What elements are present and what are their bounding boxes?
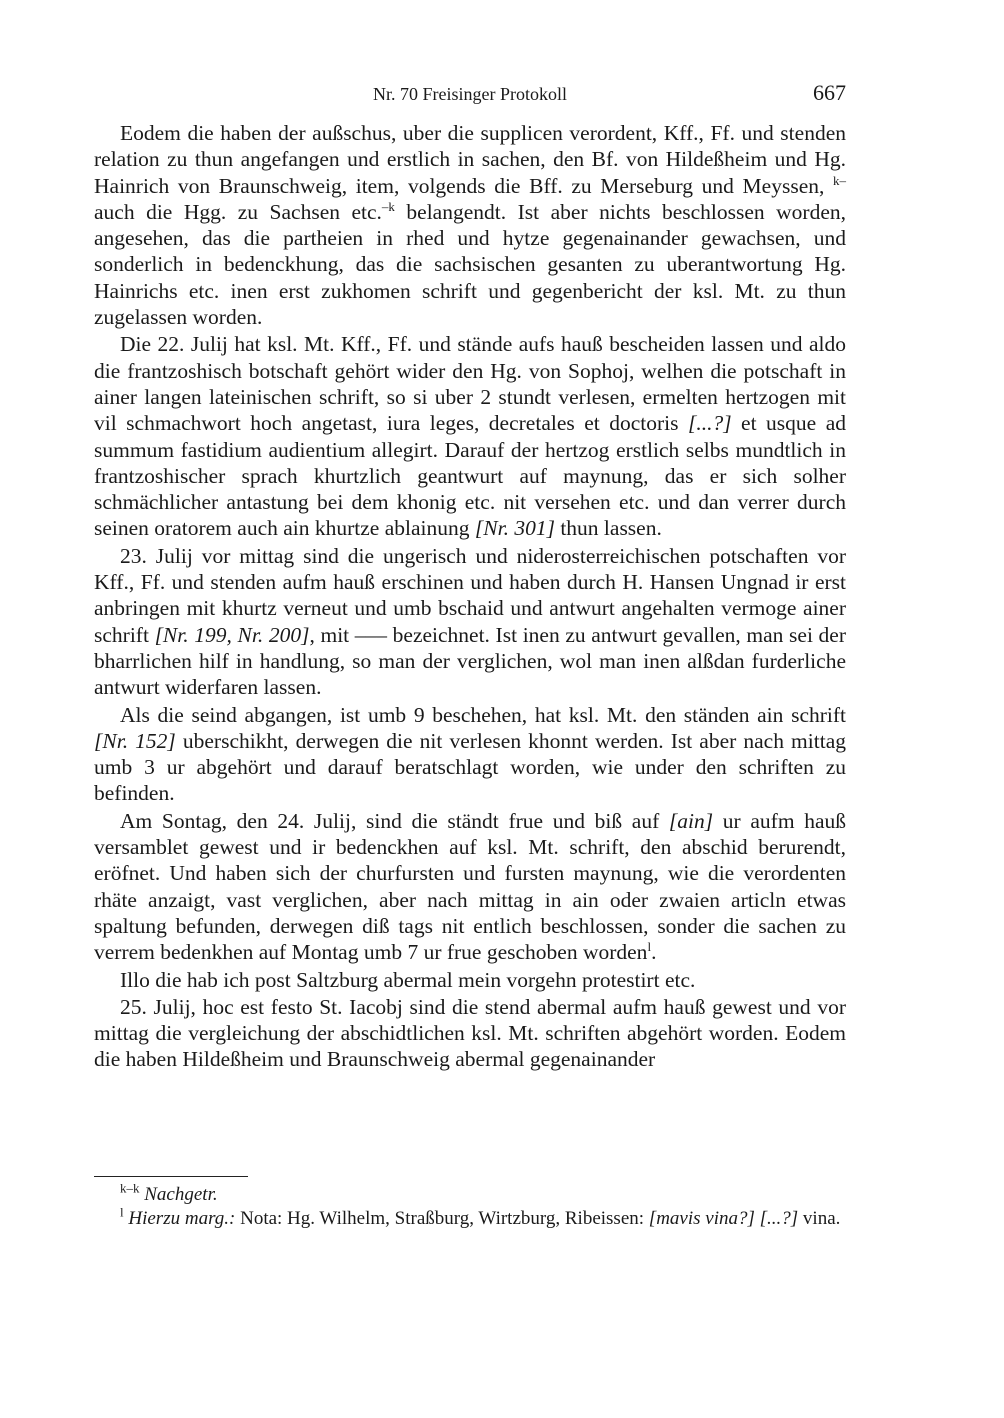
paragraph-4 — [94, 702, 846, 807]
text-run: . — [651, 940, 657, 965]
paragraph-3 — [94, 543, 846, 701]
text-run: thun lassen. — [554, 516, 662, 541]
footnote-ref-k-open: k– — [833, 172, 846, 188]
editorial-insertion: [...?] — [687, 411, 732, 436]
footnote-ref-k-close: –k — [381, 198, 395, 214]
footnote-mark: k–k — [120, 1180, 140, 1196]
text-run: uberschikht, derwegen die nit verlesen khonnt werden. Ist aber nach mittag umb 3 ur abgehört und darauf beratschlagt worden, wie under den schriften zu befinden. — [94, 728, 846, 806]
text-run: et usque ad summum fastidium audientium allegirt. Darauf der hertzog erstlich selbs mundtlich in frantzoshischer sprach khurtzlich geantwurt auf maynung, das er sich solher schmächlicher antastung bei dem khonig etc. nit versehen etc. und dan verrer durch seinen oratorem auch ain khurtze ablainung — [94, 411, 846, 541]
cross-reference: [Nr. 301] — [474, 516, 555, 541]
paragraph-6 — [94, 967, 846, 993]
footnote-l — [94, 1204, 846, 1231]
text-run: ur aufm hauß versamblet gewest und ir bedenckhen auf ksl. Mt. schrift, den abschid berurendt, eröfnet. Und haben sich der churfursten und fursten maynung, wie die verordenten rhäte anzaigt, vast verglichen, aber nach mittag in ain oder zwaien articln etwas spaltung befunden, derwegen diß tags nit entlich beschlossen, sonder die sachen zu verrem bedenkhen auf Montag umb 7 ur frue geschoben worden — [94, 808, 846, 965]
running-title: Nr. 70 Freisinger Protokoll — [373, 84, 567, 104]
footnote-mark: l — [120, 1204, 124, 1220]
footnotes — [94, 1180, 846, 1231]
footnote-text: vina. — [798, 1208, 841, 1229]
text-run: Als die seind abgangen, ist umb 9 beschehen, hat ksl. Mt. den ständen ain schrift — [120, 702, 846, 727]
paragraph-2 — [94, 331, 846, 541]
text-run: belangendt. Ist aber nichts beschlossen worden, angesehen, das die partheien in rhed und hytze gegenainander gewachsen, und sonderlich in bedenckhung, das die sachsischen gesanten zu uberantwortung Hg. Hainrichs etc. inen erst zukhomen schrift und gegenbericht der ksl. Mt. zu thun zugelassen worden. — [94, 199, 847, 330]
text-run: Illo die hab ich post Saltzburg abermal mein vorgehn protestirt etc. — [120, 967, 696, 992]
text-run: Am Sontag, den 24. Julij, sind die ständt frue und biß auf — [120, 808, 669, 833]
editorial-insertion: [mavis vina?] [...?] — [648, 1208, 799, 1229]
text-run: 25. Julij, hoc est festo St. Iacobj sind die stend abermal aufm hauß gewest und vor mittag die vergleichung der abschidtlichen ksl. Mt. schriften abgehört worden. Eodem die haben Hildeßheim und Braunschweig abermal gegenainander — [94, 994, 846, 1072]
document-page — [94, 0, 846, 1418]
paragraph-7 — [94, 994, 846, 1073]
text-run: auch die Hgg. zu Sachsen etc. — [94, 199, 382, 224]
footnote-divider — [94, 1176, 248, 1177]
page-header — [94, 80, 846, 110]
footnote-text: Nachgetr. — [144, 1184, 218, 1205]
text-run: Eodem die haben der außschus, uber die supplicen verordent, Kff., Ff. und stenden relation zu thun angefangen und erstlich in sachen, den Bf. von Hildeßheim und Hg. Hainrich von Braunschweig, item, volgends die Bff. zu Merseburg und Meyssen, — [94, 121, 846, 198]
editorial-note: Hierzu marg.: — [128, 1208, 236, 1229]
text-run: , mit ––– bezeichnet. Ist inen zu antwurt gevallen, man sei der bharrlichen hilf in handlung, so man der verglichen, wol man inen alßdan furderliche antwurt widerfaren lassen. — [94, 622, 846, 700]
paragraph-5 — [94, 808, 846, 966]
footnote-k — [94, 1180, 846, 1207]
editorial-insertion: [ain] — [668, 808, 714, 833]
body-text — [94, 120, 846, 1073]
cross-reference: [Nr. 152] — [94, 728, 176, 753]
paragraph-1 — [94, 120, 846, 330]
cross-reference: [Nr. 199, Nr. 200] — [154, 622, 310, 647]
text-run: Die 22. Julij hat ksl. Mt. Kff., Ff. und stände aufs hauß bescheiden lassen und aldo die frantzoshisch botschaft gehört wider den Hg. von Sophoj, welhen die potschaft in ainer langen lateinischen schrift, so si uber 2 stundt verlesen, ermelten hertzogen mit vil schmachwort hoch angetast, iura leges, decretales et doctoris — [94, 332, 846, 436]
text-run: 23. Julij vor mittag sind die ungerisch und niderosterreichischen potschaften vor Kff., Ff. und stenden aufm hauß erschinen und haben durch H. Hansen Ungnad ir erst anbringen mit khurtz verneut und umb bschaid und antwurt angehalten vermoge ainer schrift — [94, 543, 846, 647]
footnote-text: Nota: Hg. Wilhelm, Straßburg, Wirtzburg, Ribeissen: — [235, 1208, 649, 1229]
page-number: 667 — [813, 80, 846, 105]
footnote-ref-l: l — [647, 939, 652, 955]
